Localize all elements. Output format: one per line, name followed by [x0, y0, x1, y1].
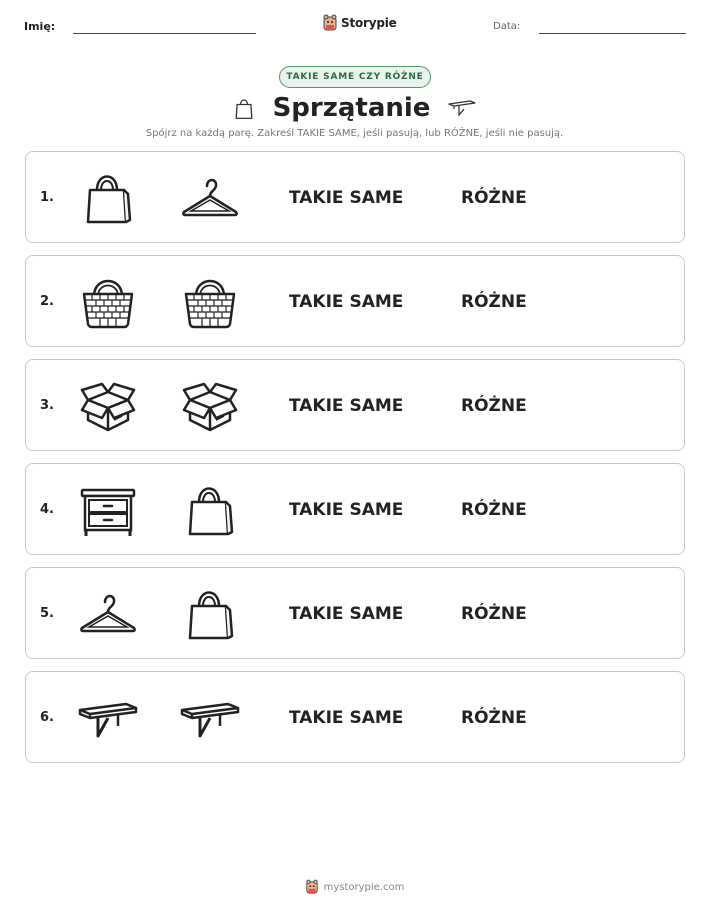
name-field[interactable]	[73, 33, 256, 34]
option-same[interactable]: TAKIE SAME	[289, 188, 404, 208]
shelf-icon	[78, 688, 138, 748]
option-different[interactable]: RÓŻNE	[461, 396, 527, 416]
bag-icon	[180, 584, 240, 644]
question-row	[25, 151, 685, 243]
box-icon	[180, 376, 240, 436]
option-different[interactable]: RÓŻNE	[461, 708, 527, 728]
option-different[interactable]: RÓŻNE	[461, 292, 527, 312]
question-number: 3.	[40, 398, 54, 413]
nightstand-icon	[78, 480, 138, 540]
option-same[interactable]: TAKIE SAME	[289, 500, 404, 520]
option-different[interactable]: RÓŻNE	[461, 604, 527, 624]
question-row	[25, 567, 685, 659]
brand-name: Storypie	[341, 16, 397, 30]
footer	[0, 879, 709, 895]
box-icon	[78, 376, 138, 436]
question-number: 1.	[40, 190, 54, 205]
storypie-mascot-icon	[305, 879, 319, 895]
hanger-icon	[180, 168, 240, 228]
basket-icon	[78, 272, 138, 332]
bag-icon	[180, 480, 240, 540]
hanger-icon	[78, 584, 138, 644]
question-number: 5.	[40, 606, 54, 621]
basket-icon	[180, 272, 240, 332]
question-row	[25, 359, 685, 451]
question-row	[25, 671, 685, 763]
option-different[interactable]: RÓŻNE	[461, 500, 527, 520]
option-same[interactable]: TAKIE SAME	[289, 396, 404, 416]
option-same[interactable]: TAKIE SAME	[289, 292, 404, 312]
option-same[interactable]: TAKIE SAME	[289, 604, 404, 624]
question-number: 6.	[40, 710, 54, 725]
header	[0, 14, 709, 40]
question-row	[25, 255, 685, 347]
name-label: Imię:	[24, 20, 56, 33]
shelf-icon	[446, 98, 478, 118]
date-label: Data:	[493, 21, 521, 32]
shelf-icon	[180, 688, 240, 748]
storypie-mascot-icon	[322, 14, 338, 32]
option-same[interactable]: TAKIE SAME	[289, 708, 404, 728]
question-number: 2.	[40, 294, 54, 309]
footer-url: mystorypie.com	[323, 881, 405, 893]
page-title: Sprzątanie	[272, 93, 431, 123]
instructions: Spójrz na każdą parę. Zakreśl TAKIE SAME, jeśli pasują, lub RÓŻNE, jeśli nie pasują.	[145, 128, 564, 139]
question-number: 4.	[40, 502, 54, 517]
worksheet-type-badge: TAKIE SAME CZY RÓŻNE	[279, 66, 431, 88]
brand-logo	[322, 14, 397, 32]
option-different[interactable]: RÓŻNE	[461, 188, 527, 208]
title-row	[0, 90, 709, 126]
date-field[interactable]	[539, 33, 686, 34]
bag-icon	[78, 168, 138, 228]
question-row	[25, 463, 685, 555]
bag-icon	[231, 93, 257, 123]
